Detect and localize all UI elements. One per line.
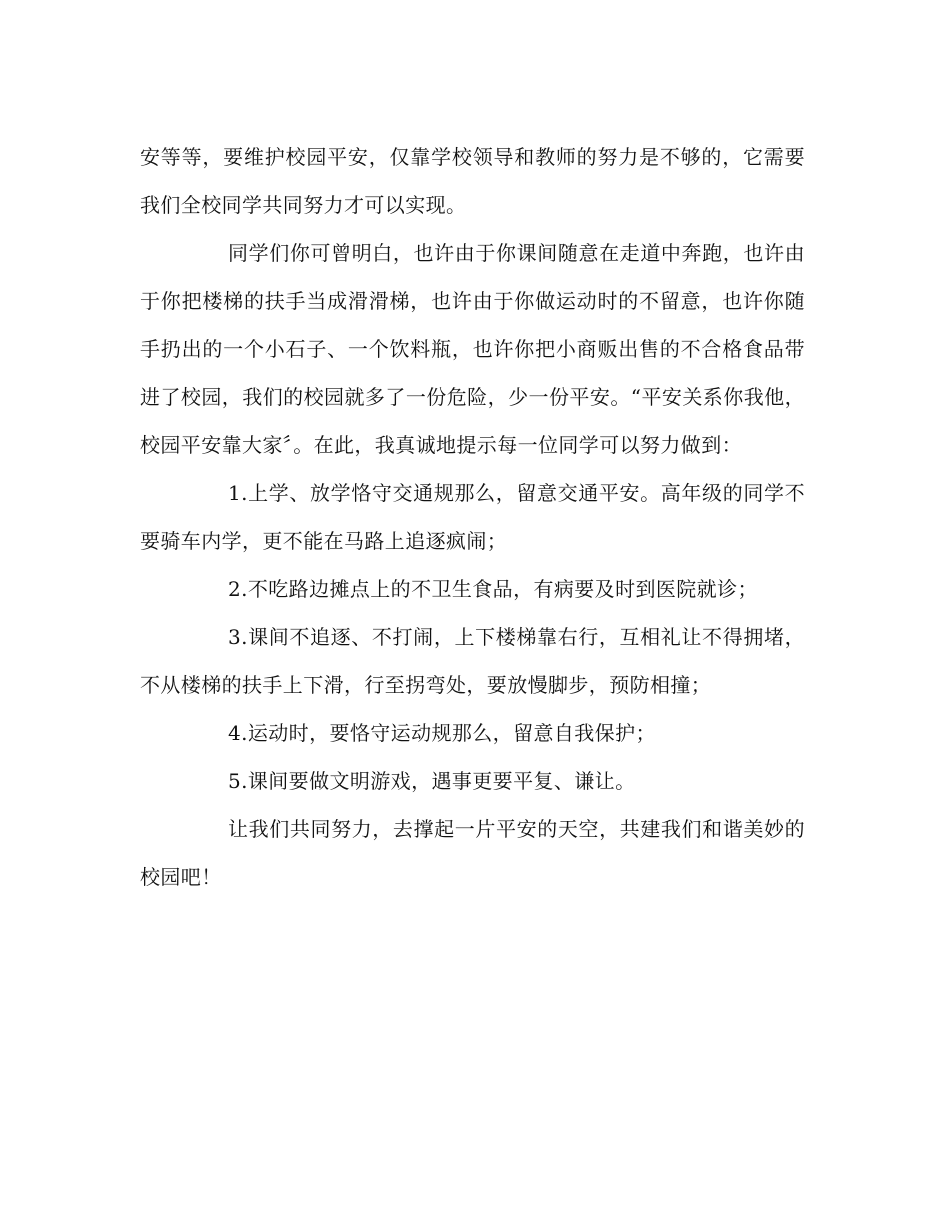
paragraph-hazards: 同学们你可曾明白，也许由于你课间随意在走道中奔跑，也许由于你把楼梯的扶手当成滑滑梯，也许由于你做运动时的不留意，也许你随手扔出的一个小石子、一个饮料瓶，也许你把小商贩出售的不合格食品带进了校园，我们的校园就多了一份危险，少一份平安。“平安关系你我他，校园平安靠大家〞。在此，我真诚地提示每一位同学可以努力做到： xyxy=(140,241,805,457)
list-item-food-safety: 2.不吃路边摊点上的不卫生食品，有病要及时到医院就诊； xyxy=(228,577,758,601)
list-item-stairs-safety: 3.课间不追逐、不打闹，上下楼梯靠右行，互相礼让不得拥堵，不从楼梯的扶手上下滑，行至拐弯处，要放慢脚步，预防相撞； xyxy=(140,625,805,697)
list-item-exercise-safety: 4.运动时，要恪守运动规那么，留意自我保护； xyxy=(228,721,656,745)
paragraph-intro-continuation: 安等等，要维护校园平安，仅靠学校领导和教师的努力是不够的，它需要我们全校同学共同努力才可以实现。 xyxy=(140,145,805,217)
document-body xyxy=(140,133,805,901)
list-item-traffic-safety: 1.上学、放学恪守交通规那么，留意交通平安。高年级的同学不要骑车内学，更不能在马路上追逐疯闹； xyxy=(140,481,805,553)
list-item-civil-games: 5.课间要做文明游戏，遇事更要平复、谦让。 xyxy=(228,769,636,793)
paragraph-closing: 让我们共同努力，去撑起一片平安的天空，共建我们和谐美妙的校园吧！ xyxy=(140,817,805,889)
